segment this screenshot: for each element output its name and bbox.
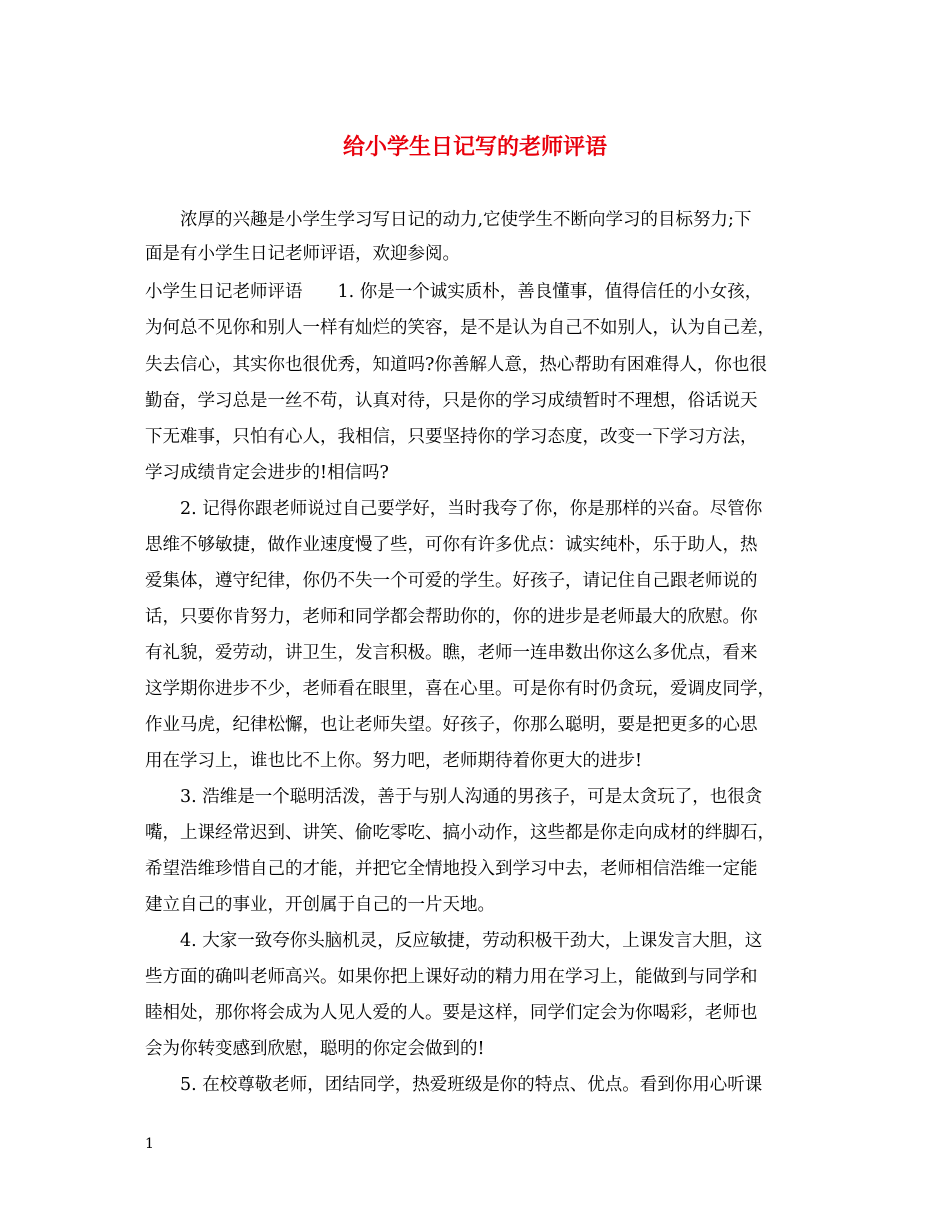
text-line: 会为你转变感到欣慰，聪明的你定会做到的! [145,1039,485,1059]
text-line: 面是有小学生日记老师评语，欢迎参阅。 [145,244,460,264]
text-line: 用在学习上，谁也比不上你。努力吧，老师期待着你更大的进步! [145,751,643,771]
page-number: 1 [145,1136,154,1152]
page-title: 给小学生日记写的老师评语 [342,134,607,160]
text-line: 作业马虎，纪律松懈，也让老师失望。好孩子，你那么聪明，要是把更多的心思 [145,715,758,735]
text-line: 建立自己的事业，开创属于自己的一片天地。 [145,895,495,915]
text-line: 浓厚的兴趣是小学生学习写日记的动力,它使学生不断向学习的目标努力;下 [145,210,752,230]
text-line: 失去信心，其实你也很优秀，知道吗?你善解人意，热心帮助有困难得人，你也很 [145,355,767,375]
text-line: 话，只要你肯努力，老师和同学都会帮助你的，你的进步是老师最大的欣慰。你 [145,607,758,627]
text-line: 嘴，上课经常迟到、讲笑、偷吃零吃、搞小动作，这些都是你走向成材的绊脚石， [145,823,775,843]
text-line: 有礼貌，爱劳动，讲卫生，发言积极。瞧，老师一连串数出你这么多优点，看来 [145,643,758,663]
text-line: 学习成绩肯定会进步的!相信吗? [145,463,389,483]
text-line: 3. 浩维是一个聪明活泼，善于与别人沟通的男孩子，可是太贪玩了，也很贪 [145,787,763,807]
text-line: 勤奋，学习总是一丝不苟，认真对待，只是你的学习成绩暂时不理想，俗话说天 [145,391,758,411]
text-line: 2. 记得你跟老师说过自己要学好，当时我夸了你，你是那样的兴奋。尽管你 [145,499,763,519]
text-line: 4. 大家一致夸你头脑机灵，反应敏捷，劳动积极干劲大，上课发言大胆，这 [145,931,763,951]
text-line: 思维不够敏捷，做作业速度慢了些，可你有许多优点：诚实纯朴，乐于助人，热 [145,535,758,555]
text-line: 为何总不见你和别人一样有灿烂的笑容，是不是认为自己不如别人，认为自己差， [145,318,775,338]
text-line: 睦相处，那你将会成为人见人爱的人。要是这样，同学们定会为你喝彩，老师也 [145,1003,758,1023]
text-line: 希望浩维珍惜自己的才能，并把它全情地投入到学习中去，老师相信浩维一定能 [145,859,758,879]
text-line: 5. 在校尊敬老师，团结同学，热爱班级是你的特点、优点。看到你用心听课 [145,1075,763,1095]
text-line: 爱集体，遵守纪律，你仍不失一个可爱的学生。好孩子，请记住自己跟老师说的 [145,571,758,591]
text-line: 下无难事，只怕有心人，我相信，只要坚持你的学习态度，改变一下学习方法， [145,427,758,447]
text-line: 些方面的确叫老师高兴。如果你把上课好动的精力用在学习上，能做到与同学和 [145,967,758,987]
text-line: 这学期你进步不少，老师看在眼里，喜在心里。可是你有时仍贪玩，爱调皮同学， [145,679,775,699]
text-line: 小学生日记老师评语 1. 你是一个诚实质朴，善良懂事，值得信任的小女孩， [145,282,763,302]
